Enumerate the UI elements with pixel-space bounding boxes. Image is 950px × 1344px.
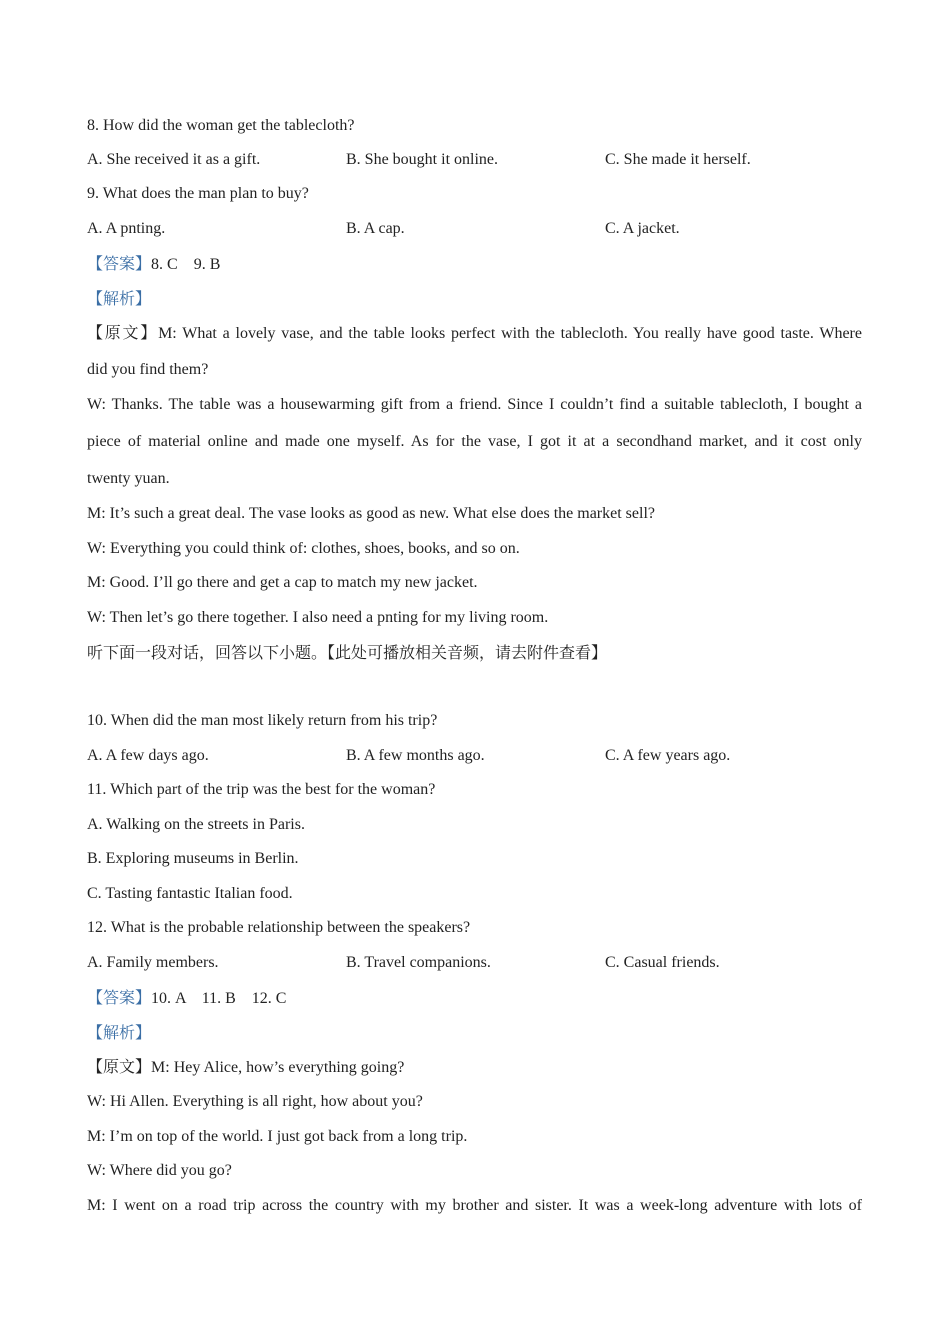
transcript-1-line-7: W: Everything you could think of: clothes, shoes, books, and so on. <box>87 540 520 557</box>
answer-line-1 <box>87 254 862 275</box>
listening-instruction: 听下面一段对话，回答以下小题。【此处可播放相关音频，请去附件查看】 <box>87 643 608 662</box>
analysis-line-2 <box>87 1023 862 1044</box>
question-9-stem: 9. What does the man plan to buy? <box>87 185 309 202</box>
question-9-option-a: A. A pnting. <box>87 220 166 237</box>
transcript-1-line-9: W: Then let’s go there together. I also need a pnting for my living room. <box>87 609 549 626</box>
analysis-line-1 <box>87 289 862 310</box>
transcript-1-line-6: M: It’s such a great deal. The vase looks as good as new. What else does the market sell? <box>87 505 655 522</box>
transcript-2-line-2: W: Hi Allen. Everything is all right, how about you? <box>87 1093 423 1110</box>
transcript-2-line-1 <box>87 1057 862 1078</box>
question-11-option-c: C. Tasting fantastic Italian food. <box>87 885 293 902</box>
transcript-1-line-5: twenty yuan. <box>87 470 170 487</box>
answer-text: 8. C 9. B <box>151 256 221 273</box>
transcript-1-line-1 <box>87 323 862 344</box>
question-11-option-a: A. Walking on the streets in Paris. <box>87 816 305 833</box>
question-12-option-a: A. Family members. <box>87 954 219 971</box>
answer-tag: 【答案】 <box>87 988 152 1007</box>
transcript-tag: 【原文】 <box>87 1057 152 1076</box>
question-10-option-a: A. A few days ago. <box>87 747 209 764</box>
question-12-option-c: C. Casual friends. <box>605 954 720 971</box>
question-10-stem: 10. When did the man most likely return from his trip? <box>87 712 438 729</box>
question-8-option-b: B. She bought it online. <box>346 151 498 168</box>
transcript-tag: 【原文】 <box>87 323 159 342</box>
transcript-1-line-8: M: Good. I’ll go there and get a cap to match my new jacket. <box>87 574 478 591</box>
analysis-tag: 【解析】 <box>87 289 152 308</box>
transcript-1-line-2: did you find them? <box>87 361 209 378</box>
question-9-option-c: C. A jacket. <box>605 220 680 237</box>
question-10-option-c: C. A few years ago. <box>605 747 731 764</box>
question-12-option-b: B. Travel companions. <box>346 954 491 971</box>
transcript-text: M: Hey Alice, how’s everything going? <box>151 1059 405 1076</box>
question-11-stem: 11. Which part of the trip was the best for the woman? <box>87 781 436 798</box>
transcript-1-line-3: W: Thanks. The table was a housewarming gift from a friend. Since I couldn’t find a suitable tablecloth, I bought a <box>87 396 862 413</box>
answer-line-2 <box>87 988 862 1009</box>
transcript-2-line-4: W: Where did you go? <box>87 1162 232 1179</box>
question-8-stem: 8. How did the woman get the tablecloth? <box>87 117 355 134</box>
answer-text: 10. A 11. B 12. C <box>151 990 287 1007</box>
transcript-2-line-3: M: I’m on top of the world. I just got back from a long trip. <box>87 1128 468 1145</box>
question-11-option-b: B. Exploring museums in Berlin. <box>87 850 299 867</box>
question-8-option-c: C. She made it herself. <box>605 151 751 168</box>
question-12-stem: 12. What is the probable relationship between the speakers? <box>87 919 471 936</box>
transcript-text: M: What a lovely vase, and the table looks perfect with the tablecloth. You really have good taste. Where <box>158 325 862 342</box>
question-8-option-a: A. She received it as a gift. <box>87 151 261 168</box>
answer-tag: 【答案】 <box>87 254 152 273</box>
analysis-tag: 【解析】 <box>87 1023 152 1042</box>
transcript-1-line-4: piece of material online and made one myself. As for the vase, I got it at a secondhand market, and it cost only <box>87 433 862 450</box>
transcript-2-line-5: M: I went on a road trip across the country with my brother and sister. It was a week-long adventure with lots of <box>87 1197 862 1214</box>
question-9-option-b: B. A cap. <box>346 220 405 237</box>
question-10-option-b: B. A few months ago. <box>346 747 485 764</box>
